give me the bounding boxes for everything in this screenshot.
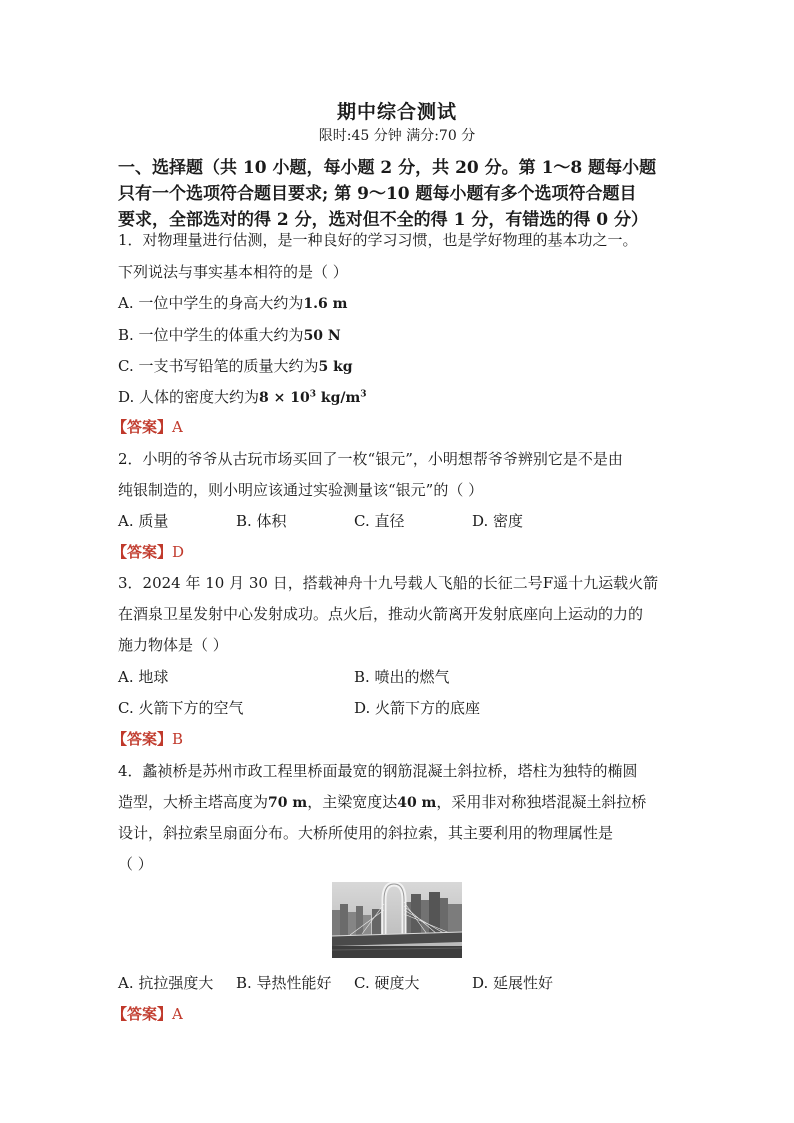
question-4-stem: （ ） [118,855,153,873]
question-3-stem: 施力物体是（ ） [118,636,228,654]
tower-height-value: 70 m [268,795,308,811]
page-title: 期中综合测试 [336,101,457,123]
question-4-stem: 设计，斜拉索呈扇面分布。大桥所使用的斜拉索，其主要利用的物理属性是 [118,824,614,842]
question-2-stem: 纯银制造的，则小明应该通过实验测量该“银元”的（ ） [118,481,484,499]
question-2-option-c: C. 直径 [354,512,405,530]
option-b-value: 50 N [303,328,341,344]
question-4-option-a: A. 抗拉强度大 [118,974,214,992]
question-4-option-d: D. 延展性好 [472,974,554,992]
question-3-stem: 3．2024 年 10 月 30 日，搭载神舟十九号载人飞船的长征二号F遥十九运载火箭 [118,574,659,592]
question-2-stem: 2．小明的爷爷从古玩市场买回了一枚“银元”，小明想帮爷爷辨别它是不是由 [118,450,623,468]
question-4-stem: 4．蠡祯桥是苏州市政工程里桥面最宽的钢筋混凝土斜拉桥，塔柱为独特的椭圆 [118,762,638,780]
question-3-stem: 在酒泉卫星发射中心发射成功。点火后，推动火箭离开发射底座向上运动的力的 [118,605,644,623]
section-heading-line: 要求，全部选对的得 2 分，选对但不全的得 1 分，有错选的得 0 分） [118,210,648,230]
question-2-option-d: D. 密度 [472,512,524,530]
option-a-value: 1.6 m [303,296,348,312]
question-3-option-b: B. 喷出的燃气 [354,668,450,686]
question-4-option-c: C. 硬度大 [354,974,420,992]
question-1-option-d: D. 人体的密度大约为$8 \times 10^3$ $kg/m^3$ [118,388,367,406]
question-4-option-b: B. 导热性能好 [236,974,332,992]
section-heading-line: 只有一个选项符合题目要求; 第 9～10 题每小题有多个选项符合题目 [118,184,637,204]
exam-meta: 限时:45 分钟 满分:70 分 [318,128,476,144]
question-1-stem: 下列说法与事实基本相符的是（ ） [118,263,348,281]
beam-width-value: 40 m [397,795,437,811]
option-c-value: 5 kg [318,359,353,375]
question-1-option-a: A. 一位中学生的身高大约为1.6 m [118,294,348,312]
question-3-option-c: C. 火箭下方的空气 [118,699,244,717]
option-d-value: $8 \times 10^3$ $kg/m^3$ [259,389,367,406]
question-1-answer: 【答案】A [112,418,183,436]
question-4-stem: 造型，大桥主塔高度为70 m，主梁宽度达40 m，采用非对称独塔混凝土斜拉桥 [118,793,647,811]
question-3-answer: 【答案】B [112,730,184,748]
question-1-option-b: B. 一位中学生的体重大约为50 N [118,326,341,344]
question-2-answer: 【答案】D [112,543,185,561]
question-3-option-a: A. 地球 [118,668,169,686]
question-1-option-c: C. 一支书写铅笔的质量大约为5 kg [118,357,353,375]
section-heading [118,155,688,233]
question-2-option-b: B. 体积 [236,512,287,530]
question-3-option-d: D. 火箭下方的底座 [354,699,481,717]
question-1-stem: 1．对物理量进行估测，是一种良好的学习习惯，也是学好物理的基本功之一。 [118,231,638,249]
question-2-option-a: A. 质量 [118,512,169,530]
question-4-answer: 【答案】A [112,1005,183,1023]
section-heading-line: 一、选择题（共 10 小题，每小题 2 分，共 20 分。第 1～8 题每小题 [118,158,657,178]
bridge-photo [332,882,462,958]
